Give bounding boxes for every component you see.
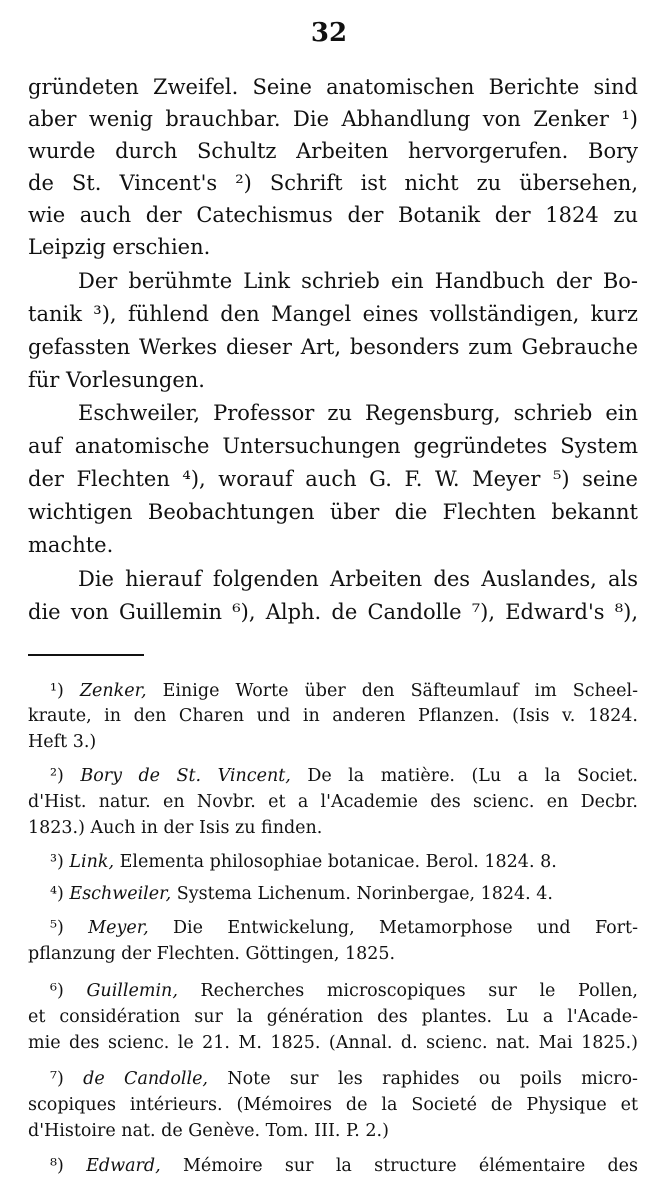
footnote-text: De la matière. (Lu a la Societ.: [307, 766, 638, 786]
footnote-text: Einige Worte über den Säfteumlauf im Scheel-: [162, 681, 638, 701]
footnote-marker: ⁸): [50, 1156, 64, 1176]
footnote-text: Die Entwickelung, Metamorphose und Fort-: [173, 918, 638, 938]
body-line: der Flechten ⁴), worauf auch G. F. W. Meyer ⁵) seine: [28, 467, 638, 491]
footnote-author: Edward,: [86, 1156, 161, 1176]
body-line: Leipzig erschien.: [28, 235, 211, 259]
body-line: Die hierauf folgenden Arbeiten des Auslandes, als: [78, 567, 638, 591]
footnote-author: Guillemin,: [86, 981, 178, 1001]
footnote-4: [50, 883, 638, 905]
body-line: Der berühmte Link schrieb ein Handbuch der Bo-: [78, 269, 638, 293]
body-line: de St. Vincent's ²) Schrift ist nicht zu übersehen,: [28, 171, 638, 195]
footnote-author: Link,: [69, 852, 115, 872]
footnote-marker: ⁷): [50, 1069, 64, 1089]
footnote-2: [50, 765, 638, 787]
footnote-author: Eschweiler,: [69, 884, 172, 904]
footnote-marker: ⁶): [50, 981, 64, 1001]
footnote-line: scopiques intérieurs. (Mémoires de la Societé de Physique et: [28, 1095, 638, 1115]
footnote-7: [50, 1068, 638, 1090]
footnote-text: Recherches microscopiques sur le Pollen,: [200, 981, 638, 1001]
footnote-1: [50, 680, 638, 702]
footnote-marker: ²): [50, 766, 64, 786]
footnote-text: Note sur les raphides ou poils micro-: [227, 1069, 638, 1089]
footnote-rule: [28, 654, 144, 656]
footnote-line: d'Hist. natur. en Novbr. et a l'Academie des scienc. en Decbr.: [28, 792, 638, 812]
footnote-line: d'Histoire nat. de Genève. Tom. III. P. 2.): [28, 1121, 389, 1141]
footnote-line: Heft 3.): [28, 732, 97, 752]
body-line: machte.: [28, 533, 114, 557]
body-line: aber wenig brauchbar. Die Abhandlung von Zenker ¹): [28, 107, 638, 131]
footnote-text: Systema Lichenum. Norinbergae, 1824. 4.: [176, 884, 553, 904]
footnote-8: [50, 1155, 638, 1177]
body-line: wurde durch Schultz Arbeiten hervorgerufen. Bory: [28, 139, 638, 163]
footnote-marker: ⁴): [50, 884, 64, 904]
body-line: gründeten Zweifel. Seine anatomischen Berichte sind: [28, 75, 638, 99]
footnote-5: [50, 917, 638, 939]
body-line: wie auch der Catechismus der Botanik der 1824 zu: [28, 203, 638, 227]
footnote-author: Meyer,: [88, 918, 149, 938]
body-line: auf anatomische Untersuchungen gegründetes System: [28, 434, 638, 458]
footnote-line: et considération sur la génération des plantes. Lu a l'Acade-: [28, 1007, 638, 1027]
footnote-line: kraute, in den Charen und in anderen Pflanzen. (Isis v. 1824.: [28, 706, 638, 726]
body-line: Eschweiler, Professor zu Regensburg, schrieb ein: [78, 401, 638, 425]
body-line: für Vorlesungen.: [28, 368, 205, 392]
footnote-author: Bory de St. Vincent,: [80, 766, 291, 786]
footnote-6: [50, 980, 638, 1002]
footnote-line: 1823.) Auch in der Isis zu finden.: [28, 818, 323, 838]
page-number: 32: [310, 18, 348, 48]
footnote-marker: ¹): [50, 681, 64, 701]
footnote-line: pflanzung der Flechten. Göttingen, 1825.: [28, 944, 396, 964]
body-line: tanik ³), fühlend den Mangel eines vollständigen, kurz: [28, 302, 638, 326]
footnote-text: Elementa philosophiae botanicae. Berol. 1824. 8.: [119, 852, 557, 872]
body-line: wichtigen Beobachtungen über die Flechten bekannt: [28, 500, 638, 524]
footnote-author: Zenker,: [79, 681, 147, 701]
body-line: gefassten Werkes dieser Art, besonders zum Gebrauche: [28, 335, 638, 359]
footnote-text: Mémoire sur la structure élémentaire des: [182, 1156, 638, 1176]
footnote-marker: ⁵): [50, 918, 64, 938]
footnote-3: [50, 851, 638, 873]
footnote-marker: ³): [50, 852, 64, 872]
footnote-line: mie des scienc. le 21. M. 1825. (Annal. d. scienc. nat. Mai 1825.): [28, 1033, 638, 1053]
body-line: die von Guillemin ⁶), Alph. de Candolle ⁷), Edward's ⁸),: [28, 600, 638, 624]
footnote-author: de Candolle,: [83, 1069, 208, 1089]
